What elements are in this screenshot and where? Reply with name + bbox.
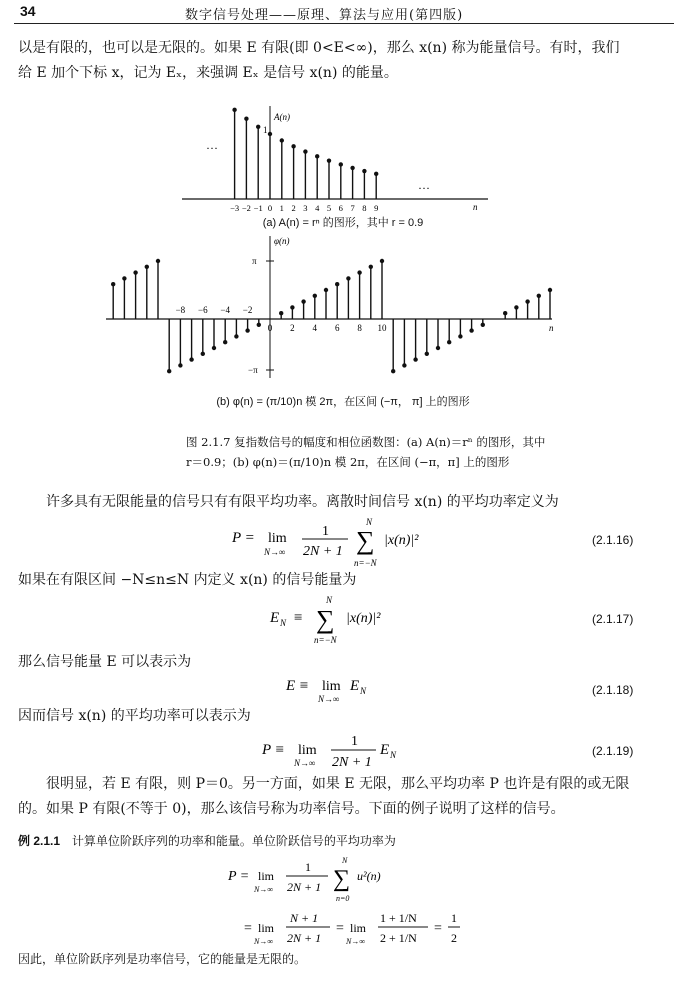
ex-eq1-num: 1 <box>305 860 311 874</box>
fig-b-stem-dot <box>402 363 406 367</box>
fig-b-stem-dot <box>301 299 305 303</box>
running-title: 数字信号处理——原理、算法与应用(第四版) <box>185 8 464 23</box>
fig-a-tick-label: −1 <box>253 203 263 213</box>
fig-b-tick-label: 6 <box>334 323 340 333</box>
figure-caption <box>186 432 545 472</box>
fig-b-stem-dot <box>212 346 216 350</box>
ex-eq2-lim-b-sub: N→∞ <box>346 937 366 946</box>
eq19-lim-sub: N→∞ <box>294 758 316 768</box>
fig-a-tick-label: 7 <box>350 203 355 213</box>
ex-eq2-den: 2N + 1 <box>287 931 322 945</box>
fig-a-tick-label: 1 <box>279 203 284 213</box>
example-text: 计算单位阶跃序列的功率和能量。单位阶跃信号的平均功率为 <box>71 834 396 848</box>
fig-a-tick-label: 5 <box>326 203 332 213</box>
fig-b-stem-dot <box>156 259 160 263</box>
eq19-rhs-sub: N <box>390 750 397 760</box>
fig-b-stem-dot <box>447 340 451 344</box>
equation-2-1-16 <box>220 514 470 572</box>
fig-a-tick-label: 8 <box>362 203 367 213</box>
fig-b-stem-dot <box>290 305 294 309</box>
fig-a-tick-label: 9 <box>374 203 379 213</box>
fig-a-stem-dot <box>280 138 284 142</box>
eq16-lhs: P = <box>232 530 255 546</box>
fig-b-stem-dot <box>257 323 261 327</box>
ex-eq2-eq-c: = <box>434 921 442 936</box>
ex-eq2-den-b: 2 + 1/N <box>380 931 417 945</box>
fig-b-stem-dot <box>458 334 462 338</box>
fig-a-tick-label: −3 <box>230 203 240 213</box>
eq16-number: (2.1.16) <box>592 533 634 547</box>
fig-b-stem-dot <box>245 328 249 332</box>
eq16-sigma: ∑ <box>356 526 375 555</box>
fig-b-tick-label: 10 <box>377 323 387 333</box>
fig-a-tick-label: 6 <box>338 203 343 213</box>
figure-b-caption: (b) φ(n) = (π/10)n 模 2π，在区间 (−π， π] 上的图形 <box>216 396 470 408</box>
eq19-rhs: E <box>380 742 390 758</box>
header-rule <box>14 23 674 24</box>
paragraph-5: 因而信号 x(n) 的平均功率可以表示为 <box>18 708 251 724</box>
fig-a-stem-dot <box>327 158 331 162</box>
fig-a-ellipsis-right: ··· <box>418 181 430 195</box>
eq16-sum-bottom: n=−N <box>354 558 377 568</box>
eq16-sum-top: N <box>366 517 373 527</box>
fig-b-stem-dot <box>413 357 417 361</box>
eq17-lhs-sub: N <box>280 618 287 628</box>
fig-b-stem-dot <box>537 294 541 298</box>
fig-a-xlabel: n <box>473 202 478 212</box>
eq18-lhs: E ≡ <box>286 678 310 694</box>
paragraph-2: 许多具有无限能量的信号只有有限平均功率。离散时间信号 x(n) 的平均功率定义为 <box>46 494 559 510</box>
paragraph-1-line-2: 给 E 加个下标 x，记为 Eₓ，来强调 Eₓ 是信号 x(n) 的能量。 <box>18 65 398 81</box>
fig-b-stem-dot <box>122 276 126 280</box>
ex-eq1-sum-bottom: n=0 <box>336 894 350 903</box>
equation-2-1-19 <box>256 728 426 776</box>
paragraph-6 <box>18 772 668 822</box>
fig-b-stem-dot <box>514 305 518 309</box>
fig-b-tick-label: 2 <box>290 323 295 333</box>
equation-2-1-17 <box>262 592 412 648</box>
paragraph-4: 那么信号能量 E 可以表示为 <box>18 654 192 670</box>
ex-eq2-lim-b: lim <box>350 921 367 935</box>
fig-a-stem-dot <box>244 117 248 121</box>
fig-b-stem-dot <box>335 282 339 286</box>
eq16-den: 2N + 1 <box>303 544 343 559</box>
eq17-lhs: E <box>270 610 280 626</box>
ex-eq2-num-c: 1 <box>451 911 457 925</box>
fig-b-stem-dot <box>346 276 350 280</box>
ex-eq1-lim-sub: N→∞ <box>254 885 274 894</box>
fig-b-tick-label: −8 <box>175 305 186 315</box>
fig-a-stem-dot <box>291 144 295 148</box>
fig-a-stem-dot <box>339 162 343 166</box>
fig-b-stem-dot <box>234 334 238 338</box>
fig-b-stem-dot <box>391 369 395 373</box>
eq19-lhs: P ≡ <box>262 742 285 758</box>
fig-a-stem-dot <box>315 154 319 158</box>
ex-eq2-num: N + 1 <box>290 911 319 925</box>
fig-b-stem-dot <box>111 282 115 286</box>
fig-b-stem-dot <box>223 340 227 344</box>
fig-b-stem-dot <box>357 270 361 274</box>
fig-b-xlabel: n <box>549 323 554 333</box>
fig-b-stem-dot <box>481 323 485 327</box>
paragraph-3: 如果在有限区间 −N≤n≤N 内定义 x(n) 的信号能量为 <box>18 572 357 588</box>
fig-a-stem-dot <box>303 149 307 153</box>
page-number: 34 <box>20 3 36 19</box>
fig-b-stem-dot <box>369 265 373 269</box>
fig-b-stem-dot <box>201 352 205 356</box>
eq17-sigma: ∑ <box>316 605 335 634</box>
equation-2-1-18 <box>280 672 400 708</box>
fig-b-stem-dot <box>145 265 149 269</box>
eq17-sum-bottom: n=−N <box>314 635 337 645</box>
fig-a-ellipsis-left: ··· <box>206 141 218 155</box>
fig-b-stem-dot <box>503 311 507 315</box>
fig-b-stem-dot <box>436 346 440 350</box>
fig-a-stem-dot <box>362 169 366 173</box>
ex-eq1-sigma: ∑ <box>333 866 351 892</box>
fig-b-ytick-label-pi: π <box>252 256 257 266</box>
eq18-lim-sub: N→∞ <box>318 694 340 704</box>
fig-a-stem-dot <box>350 166 354 170</box>
fig-b-stem-dot <box>178 363 182 367</box>
ex-eq2-lim: lim <box>258 921 275 935</box>
paragraph-6-line-2: 的。如果 P 有限(不等于 0)，那么该信号称为功率信号。下面的例子说明了这样的信号。 <box>18 801 565 817</box>
figure-a-caption: (a) A(n) = rⁿ 的图形，其中 r = 0.9 <box>262 217 424 229</box>
fig-a-tick-label: 4 <box>315 203 320 213</box>
fig-b-stem-dot <box>189 357 193 361</box>
example-conclusion: 因此，单位阶跃序列是功率信号，它的能量是无限的。 <box>18 952 307 966</box>
fig-a-tick-label: 2 <box>291 203 296 213</box>
fig-b-stem-dot <box>425 352 429 356</box>
fig-b-stem-dot <box>525 299 529 303</box>
ex-eq1-lhs: P = <box>228 869 250 884</box>
fig-a-stem-dot <box>268 132 272 136</box>
fig-b-stem-dot <box>133 270 137 274</box>
paragraph-1-line-1: 以是有限的，也可以是无限的。如果 E 有限(即 0<E<∞)，那么 x(n) 称为能量信号。有时，我们 <box>18 40 620 56</box>
ex-eq1-summand: u²(n) <box>357 869 381 883</box>
fig-b-title: φ(n) <box>274 236 290 246</box>
fig-a-stem-dot <box>374 172 378 176</box>
fig-b-tick-label: 0 <box>267 323 273 333</box>
fig-b-stem-dot <box>324 288 328 292</box>
eq18-rhs: E <box>350 678 360 694</box>
fig-a-stem-dot <box>256 125 260 129</box>
eq17-sum-top: N <box>326 595 333 605</box>
paragraph-6-line-1: 很明显，若 E 有限，则 P＝0。另一方面，如果 E 无限，那么平均功率 P 也许是有限的或无限 <box>46 776 630 792</box>
fig-b-stem-dot <box>313 294 317 298</box>
ex-eq1-sum-top: N <box>342 856 348 865</box>
fig-a-tick-label: 0 <box>267 203 273 213</box>
fig-b-stem-dot <box>380 259 384 263</box>
ex-eq2-lim-sub: N→∞ <box>254 937 274 946</box>
example-label: 例 2.1.1 <box>18 834 61 848</box>
fig-b-tick-label: −6 <box>198 305 208 315</box>
fig-b-stem-dot <box>279 311 283 315</box>
eq18-number: (2.1.18) <box>592 683 634 697</box>
paragraph-1 <box>18 36 668 86</box>
fig-a-title: A(n) <box>274 112 290 122</box>
eq16-summand: |x(n)|² <box>384 533 419 548</box>
eq19-den: 2N + 1 <box>332 755 372 770</box>
eq17-rel: ≡ <box>294 610 303 626</box>
fig-b-tick-label: 4 <box>312 323 318 333</box>
eq17-number: (2.1.17) <box>592 612 634 626</box>
example-equation-1 <box>222 852 422 906</box>
ex-eq1-lim: lim <box>258 869 275 883</box>
ex-eq2-den-c: 2 <box>451 931 457 945</box>
fig-a-tick-label: 3 <box>303 203 308 213</box>
eq19-number: (2.1.19) <box>592 744 634 758</box>
fig-b-ytick-label-neg-pi: −π <box>248 365 258 375</box>
example-equation-2 <box>222 904 482 950</box>
fig-b-tick-label: −2 <box>242 305 253 315</box>
fig-b-stem-dot <box>469 328 473 332</box>
ex-eq2-num-b: 1 + 1/N <box>380 911 417 925</box>
eq16-lim-sub: N→∞ <box>264 547 286 557</box>
fig-b-tick-label: −4 <box>220 305 230 315</box>
fig-b-stem-dot <box>548 288 552 292</box>
fig-a-stem-dot <box>232 108 236 112</box>
ex-eq2-eq: = <box>244 921 252 936</box>
eq19-lim: lim <box>298 743 317 758</box>
eq17-summand: |x(n)|² <box>346 611 381 626</box>
eq16-num: 1 <box>322 524 329 539</box>
page-header <box>0 0 686 24</box>
fig-a-tick-label: −2 <box>241 203 251 213</box>
figure-caption-line-1: 图 2.1.7 复指数信号的幅度和相位函数图：(a) A(n)＝rⁿ 的图形，其中 <box>186 435 546 449</box>
fig-b-tick-label: 8 <box>357 323 362 333</box>
example-heading <box>18 832 396 849</box>
ex-eq2-eq-b: = <box>336 921 344 936</box>
fig-b-stem-dot <box>167 369 171 373</box>
figure-b-chart <box>100 230 570 380</box>
eq18-lim: lim <box>322 679 341 694</box>
figure-caption-line-2: r＝0.9；(b) φ(n)＝(π/10)n 模 2π，在区间 (−π，π] 上的图形 <box>186 455 510 469</box>
ex-eq1-den: 2N + 1 <box>287 880 322 894</box>
eq18-rhs-sub: N <box>360 686 367 696</box>
eq19-num: 1 <box>351 734 358 749</box>
eq16-lim: lim <box>268 531 287 546</box>
figure-a-chart <box>170 86 510 214</box>
fig-a-ytick-label: 1 <box>263 125 268 135</box>
